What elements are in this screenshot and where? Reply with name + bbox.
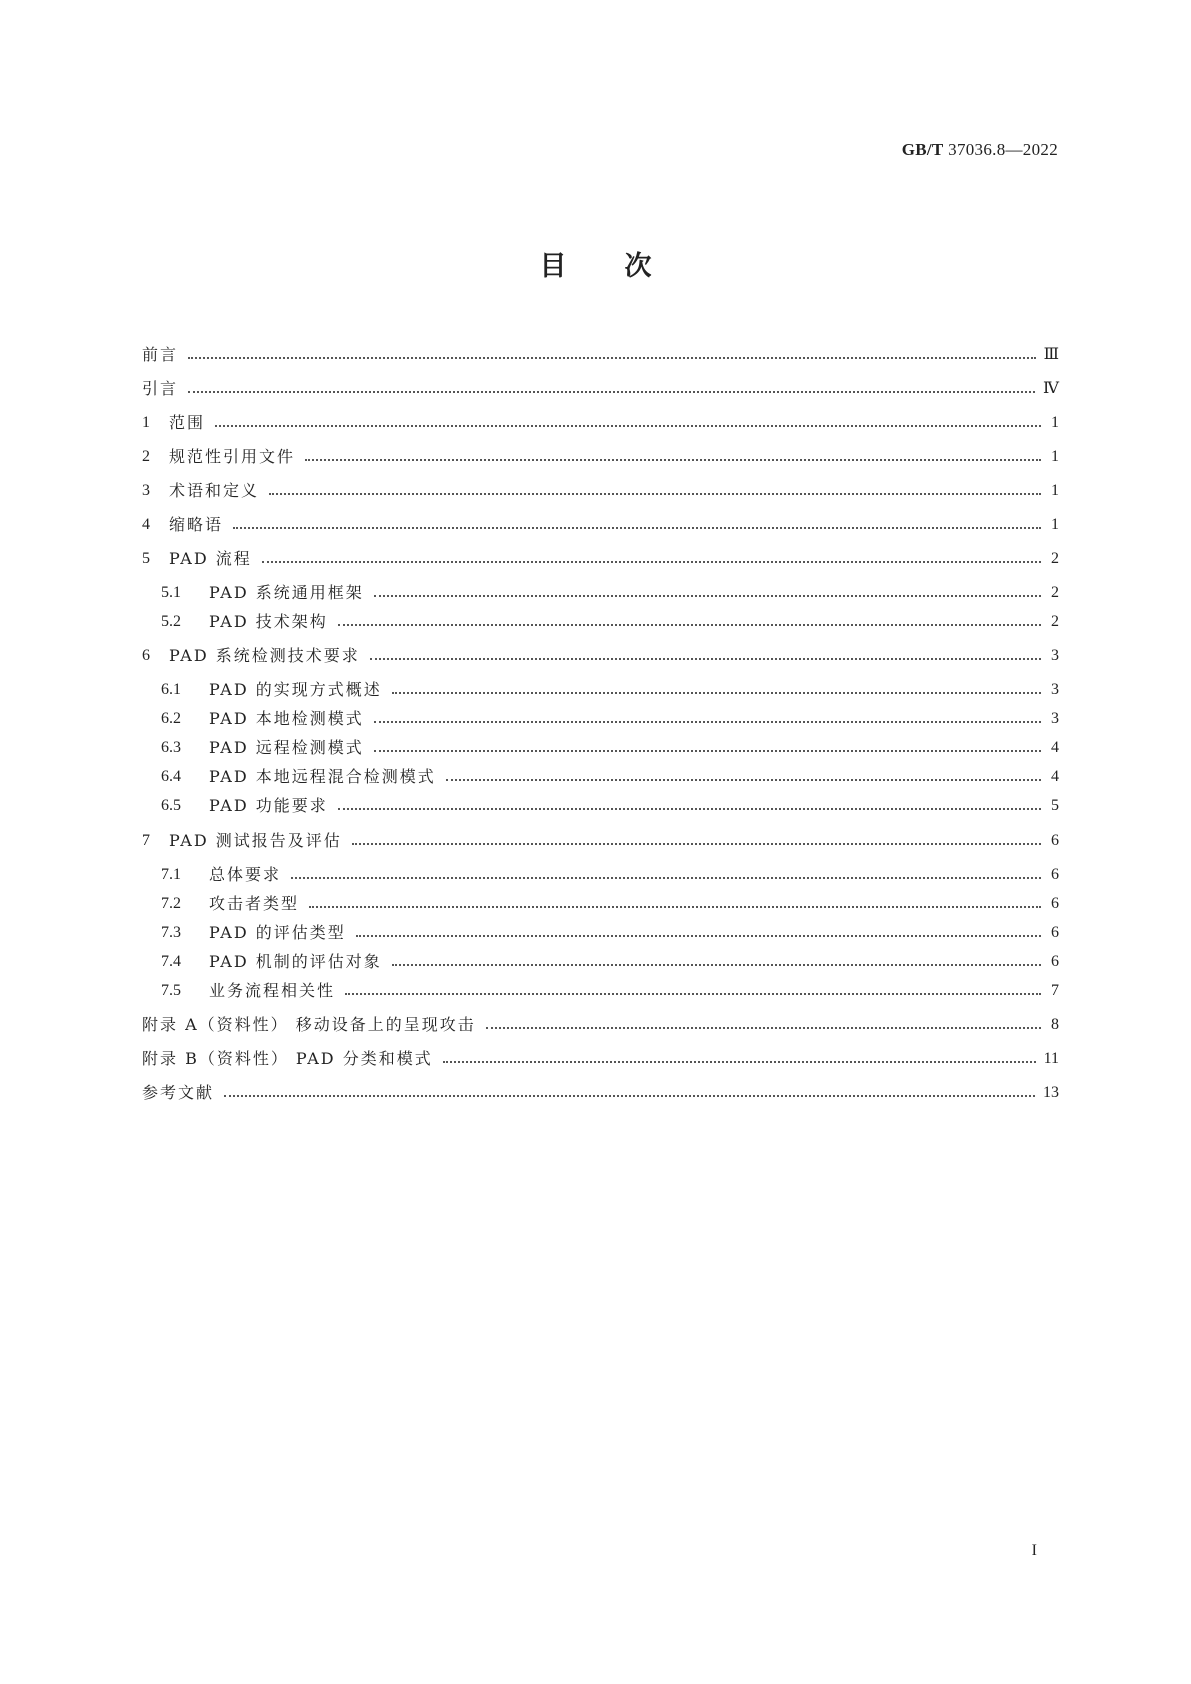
toc-dot-leader — [443, 1059, 1036, 1063]
toc-entry-label: 范围 — [169, 413, 206, 432]
toc-entry-page: 1 — [1051, 482, 1059, 499]
toc-entry-label: PAD 的实现方式概述 — [209, 680, 382, 699]
toc-entry-label: 引言 — [142, 379, 179, 398]
toc-entry-label: 附录 A（资料性） 移动设备上的呈现攻击 — [142, 1015, 476, 1034]
toc-entry-page: 2 — [1051, 584, 1059, 601]
toc-entry-page: 11 — [1043, 1050, 1059, 1067]
toc-entry-label: PAD 本地检测模式 — [209, 709, 364, 728]
toc-dot-leader — [345, 991, 1041, 995]
toc-dot-leader — [224, 1093, 1035, 1097]
toc-entry[interactable] — [161, 920, 1059, 946]
toc-entry-label: 攻击者类型 — [209, 894, 300, 913]
toc-entry-label: PAD 系统检测技术要求 — [169, 646, 360, 665]
toc-dot-leader — [392, 690, 1041, 694]
toc-entry-number: 7.3 — [161, 924, 181, 941]
toc-entry-label: 业务流程相关性 — [209, 981, 336, 1000]
toc-entry[interactable] — [161, 735, 1059, 761]
toc-entry[interactable] — [142, 1046, 1059, 1072]
toc-entry[interactable] — [161, 862, 1059, 888]
toc-entry-label: 参考文献 — [142, 1083, 215, 1102]
toc-entry-number: 7.1 — [161, 866, 181, 883]
toc-entry-number: 6.4 — [161, 768, 181, 785]
toc-entry-label: PAD 远程检测模式 — [209, 738, 364, 757]
toc-entry-number: 7.5 — [161, 982, 181, 999]
page-title: 目次 — [539, 251, 710, 282]
toc-dot-leader — [356, 933, 1041, 937]
toc-entry[interactable] — [142, 828, 1059, 854]
toc-entry-label: PAD 本地远程混合检测模式 — [209, 767, 436, 786]
toc-entry-page: 7 — [1051, 982, 1059, 999]
toc-entry-label: PAD 功能要求 — [209, 796, 328, 815]
footer-page-number: I — [1031, 1542, 1037, 1559]
toc-dot-leader — [370, 656, 1041, 660]
toc-entry-label: PAD 的评估类型 — [209, 923, 346, 942]
toc-entry[interactable] — [142, 1012, 1059, 1038]
toc-entry-page: 5 — [1051, 797, 1059, 814]
toc-entry-number: 3 — [142, 482, 150, 499]
toc-entry-page: 1 — [1051, 414, 1059, 431]
toc-entry-label: 附录 B（资料性） PAD 分类和模式 — [142, 1049, 433, 1068]
toc-entry-page: 6 — [1051, 832, 1059, 849]
toc-entry[interactable] — [161, 764, 1059, 790]
toc-dot-leader — [338, 622, 1041, 626]
toc-dot-leader — [352, 841, 1041, 845]
toc-entry-label: PAD 测试报告及评估 — [169, 831, 342, 850]
toc-entry[interactable] — [142, 444, 1059, 470]
toc-entry-label: 规范性引用文件 — [169, 447, 296, 466]
toc-entry-label: 总体要求 — [209, 865, 282, 884]
toc-entry-number: 2 — [142, 448, 150, 465]
toc-entry-number: 6.1 — [161, 681, 181, 698]
toc-dot-leader — [262, 559, 1041, 563]
toc-entry-label: PAD 流程 — [169, 549, 252, 568]
toc-entry[interactable] — [161, 949, 1059, 975]
toc-entry-page: 13 — [1043, 1084, 1059, 1101]
toc-entry-number: 6.2 — [161, 710, 181, 727]
toc-entry-label: 缩略语 — [169, 515, 224, 534]
toc-entry-page: 6 — [1051, 953, 1059, 970]
toc-entry-page: 1 — [1051, 448, 1059, 465]
toc-entry-number: 7.2 — [161, 895, 181, 912]
toc-entry-number: 6.3 — [161, 739, 181, 756]
toc-entry-page: Ⅳ — [1043, 380, 1059, 397]
toc-entry-label: 术语和定义 — [169, 481, 260, 500]
toc-dot-leader — [291, 875, 1041, 879]
toc-dot-leader — [374, 593, 1041, 597]
toc-entry-page: 8 — [1051, 1016, 1059, 1033]
toc-entry[interactable] — [142, 643, 1059, 669]
toc-entry[interactable] — [161, 677, 1059, 703]
toc-entry[interactable] — [142, 546, 1059, 572]
toc-entry[interactable] — [161, 978, 1059, 1004]
toc-entry[interactable] — [142, 410, 1059, 436]
toc-entry[interactable] — [161, 793, 1059, 819]
toc-entry-number: 1 — [142, 414, 150, 431]
toc-entry-number: 5 — [142, 550, 150, 567]
toc-entry-page: 2 — [1051, 613, 1059, 630]
toc-entry-number: 6.5 — [161, 797, 181, 814]
toc-dot-leader — [338, 806, 1041, 810]
toc-entry-page: 4 — [1051, 739, 1059, 756]
toc-entry-page: 3 — [1051, 710, 1059, 727]
toc-entry-label: PAD 机制的评估对象 — [209, 952, 382, 971]
toc-dot-leader — [392, 962, 1041, 966]
toc-entry[interactable] — [142, 478, 1059, 504]
toc-entry[interactable] — [142, 1080, 1059, 1106]
toc-entry-number: 4 — [142, 516, 150, 533]
toc-dot-leader — [446, 777, 1041, 781]
toc-entry-label: PAD 系统通用框架 — [209, 583, 364, 602]
toc-entry-page: 4 — [1051, 768, 1059, 785]
toc-entry-page: 6 — [1051, 866, 1059, 883]
toc-dot-leader — [374, 719, 1041, 723]
toc-entry-number: 5.1 — [161, 584, 181, 601]
toc-dot-leader — [188, 355, 1036, 359]
toc-entry-label: PAD 技术架构 — [209, 612, 328, 631]
toc-dot-leader — [374, 748, 1041, 752]
toc-entry-page: 1 — [1051, 516, 1059, 533]
toc-dot-leader — [309, 904, 1041, 908]
toc-entry-number: 5.2 — [161, 613, 181, 630]
toc-entry[interactable] — [142, 342, 1059, 368]
toc-entry[interactable] — [161, 891, 1059, 917]
toc-dot-leader — [188, 389, 1035, 393]
toc-entry-number: 6 — [142, 647, 150, 664]
toc-entry-page: 2 — [1051, 550, 1059, 567]
toc-entry-page: 3 — [1051, 681, 1059, 698]
standard-prefix: GB/T — [901, 140, 944, 159]
toc-dot-leader — [233, 525, 1041, 529]
toc-dot-leader — [486, 1025, 1041, 1029]
toc-entry-number: 7.4 — [161, 953, 181, 970]
toc-entry[interactable] — [161, 609, 1059, 635]
toc-dot-leader — [215, 423, 1041, 427]
toc-entry[interactable] — [142, 512, 1059, 538]
toc-entry-page: 6 — [1051, 924, 1059, 941]
toc-entry[interactable] — [161, 580, 1059, 606]
toc-entry[interactable] — [142, 376, 1059, 402]
toc-entry-page: Ⅲ — [1043, 346, 1059, 363]
toc-entry-page: 3 — [1051, 647, 1059, 664]
toc-dot-leader — [305, 457, 1041, 461]
toc-entry-label: 前言 — [142, 345, 179, 364]
toc-dot-leader — [269, 491, 1041, 495]
toc-entry[interactable] — [161, 706, 1059, 732]
toc-entry-number: 7 — [142, 832, 150, 849]
toc-entry-page: 6 — [1051, 895, 1059, 912]
standard-code — [902, 140, 1058, 160]
standard-number: 37036.8—2022 — [948, 140, 1058, 159]
